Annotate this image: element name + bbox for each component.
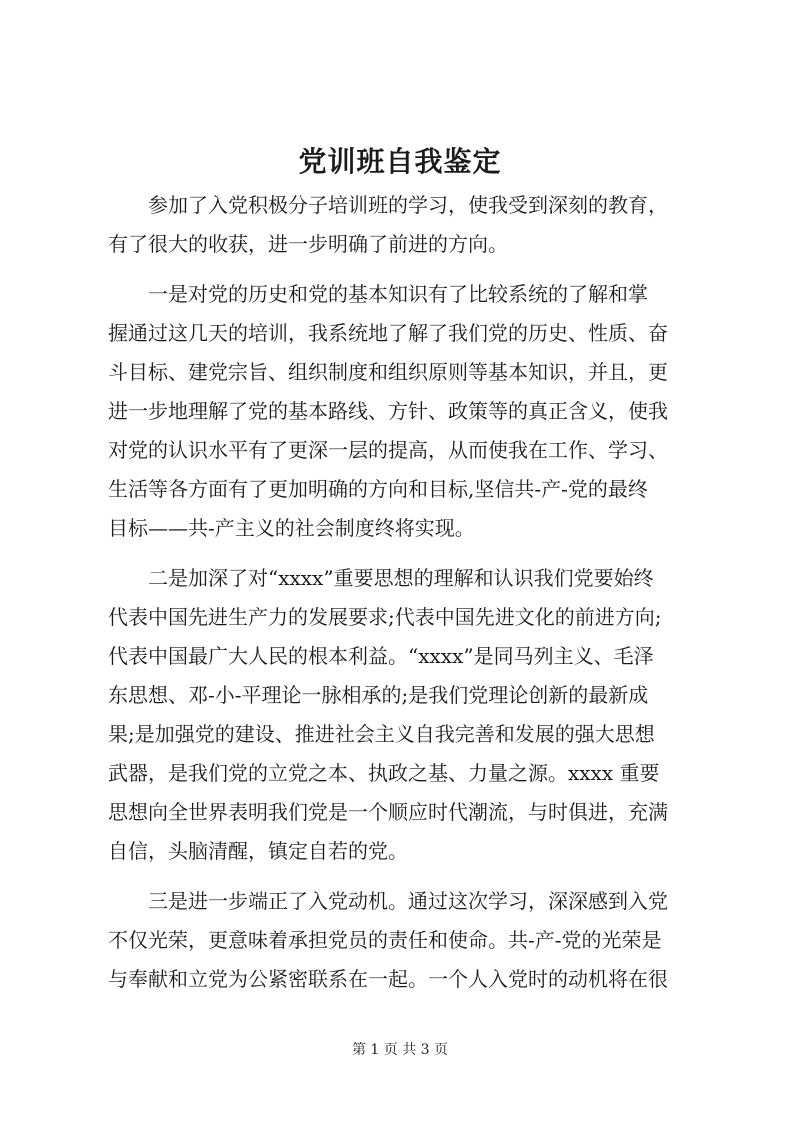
text-line: 对党的认识水平有了更深一层的提高，从而使我在工作、学习、: [108, 438, 668, 462]
page-footer: 第 1 页 共 3 页: [351, 1042, 449, 1058]
text-line: 思想向全世界表明我们党是一个顺应时代潮流，与时俱进，充满: [108, 800, 668, 824]
text-line: 参加了入党积极分子培训班的学习，使我受到深刻的教育，: [108, 193, 668, 217]
text-line: 有了很大的收获，进一步明确了前进的方向。: [108, 232, 508, 256]
text-line: 一是对党的历史和党的基本知识有了比较系统的了解和掌: [108, 282, 648, 306]
text-line: 代表中国最广大人民的根本利益。“xxxx”是同马列主义、毛泽: [108, 644, 654, 668]
text-line: 斗目标、建党宗旨、组织制度和组织原则等基本知识，并且，更: [108, 360, 668, 384]
text-line: 代表中国先进生产力的发展要求;代表中国先进文化的前进方向;: [108, 605, 662, 629]
text-line: 生活等各方面有了更加明确的方向和目标,坚信共-产-党的最终: [108, 477, 648, 501]
text-line: 自信，头脑清醒，镇定自若的党。: [108, 839, 408, 863]
text-line: 与奉献和立党为公紧密联系在一起。一个人入党时的动机将在很: [108, 967, 668, 991]
text-line: 东思想、邓-小-平理论一脉相承的;是我们党理论创新的最新成: [108, 683, 649, 707]
document-title: 党训班自我鉴定: [298, 145, 502, 178]
text-line: 武器，是我们党的立党之本、执政之基、力量之源。xxxx 重要: [108, 761, 660, 785]
text-line: 目标——共-产主义的社会制度终将实现。: [108, 516, 475, 540]
text-line: 二是加深了对“xxxx”重要思想的理解和认识我们党要始终: [108, 566, 654, 590]
text-line: 握通过这几天的培训，我系统地了解了我们党的历史、性质、奋: [108, 321, 668, 345]
document-body: [108, 186, 708, 999]
text-line: 进一步地理解了党的基本路线、方针、政策等的真正含义，使我: [108, 399, 668, 423]
text-line: 三是进一步端正了入党动机。通过这次学习，深深感到入党: [108, 889, 668, 913]
text-line: 果;是加强党的建设、推进社会主义自我完善和发展的强大思想: [108, 722, 655, 746]
text-line: 不仅光荣，更意味着承担党员的责任和使命。共-产-党的光荣是: [108, 928, 662, 952]
